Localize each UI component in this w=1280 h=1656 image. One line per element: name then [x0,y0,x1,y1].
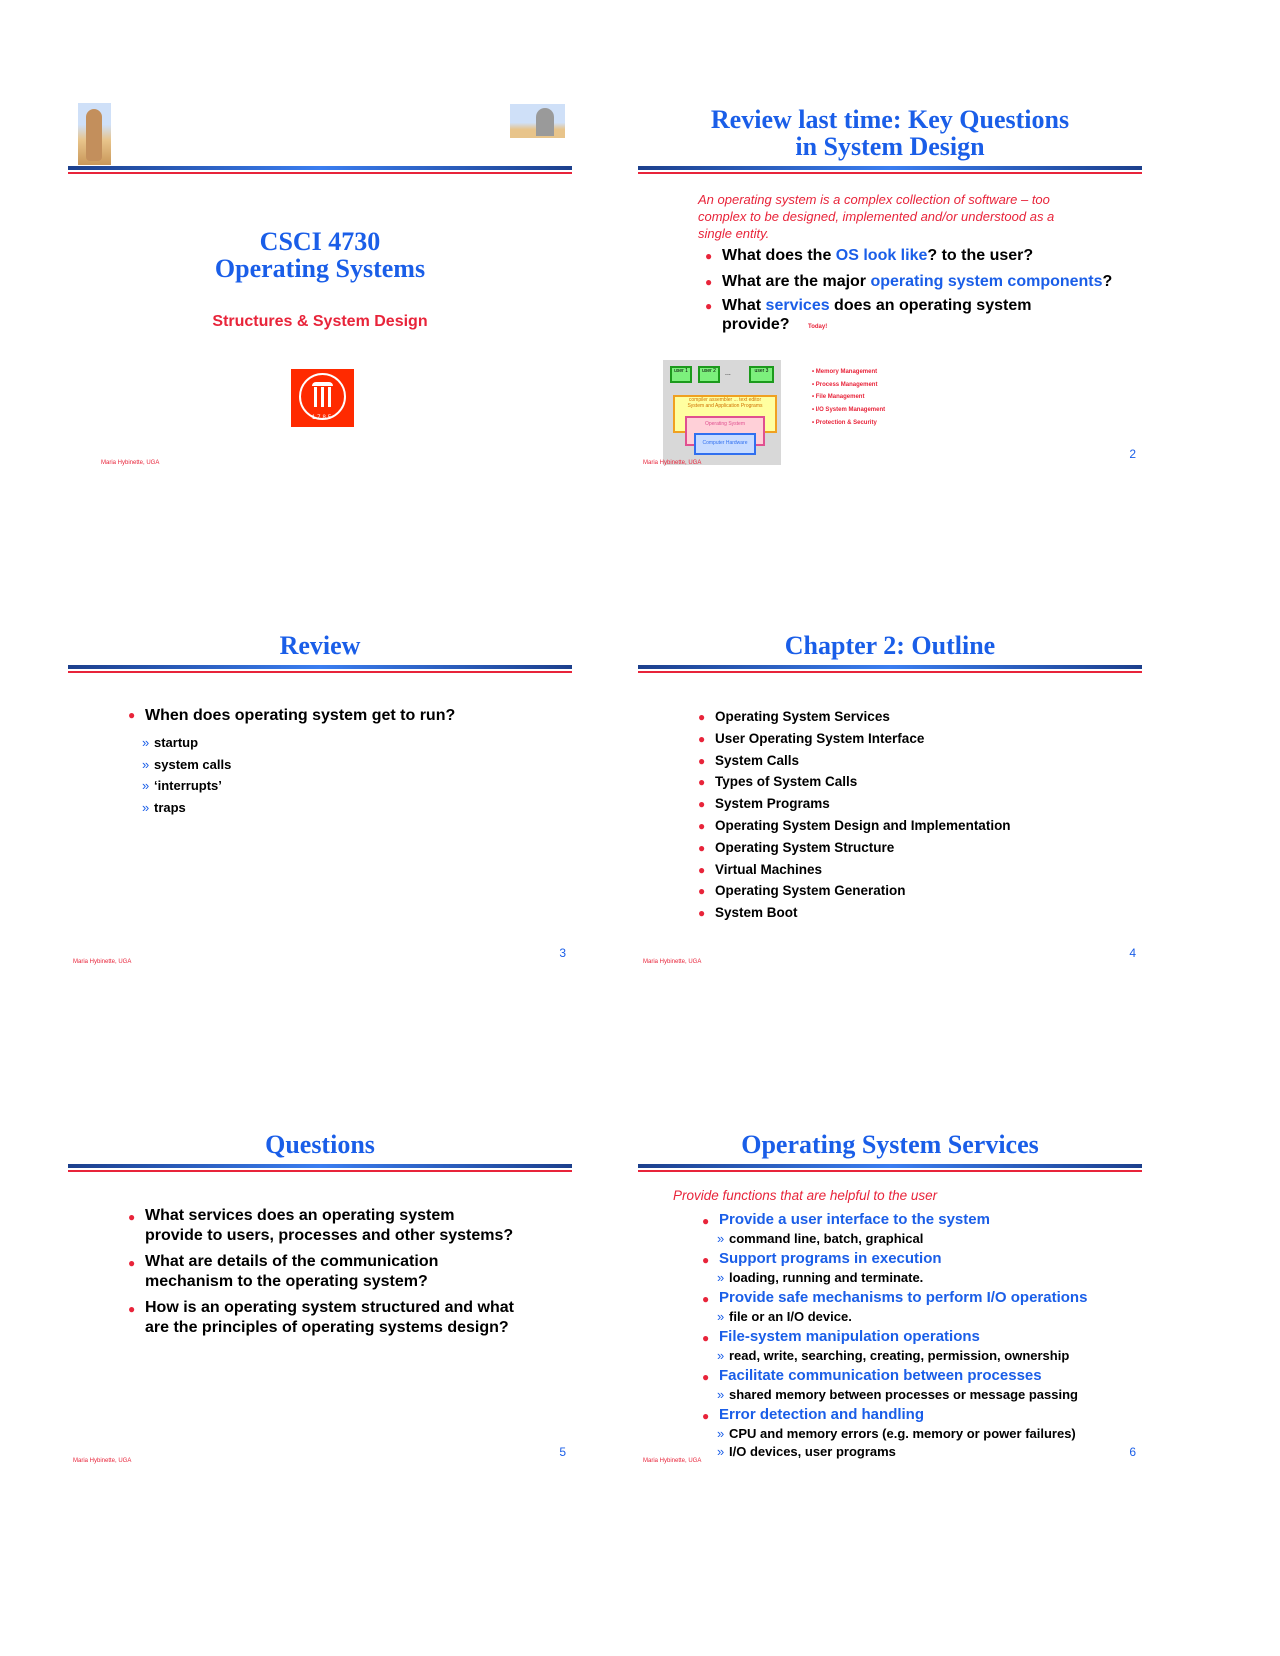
sub-item: » startup [132,732,231,754]
sub-item: » command line, batch, graphical [707,1230,1127,1249]
slide-title: Operating System Services [741,1130,1039,1159]
list-item: ● System Programs [715,793,1011,815]
question-list [145,707,455,730]
intro-text: An operating system is a complex collection of software – too complex to be designed, implemented and/or understood as a single entity. [698,192,1055,241]
title-rule [638,1164,1142,1172]
dinosaur-image-right [510,104,565,138]
course-subtitle: Operating Systems [214,254,426,283]
footer: Maria Hybinette, UGA [73,1458,132,1464]
uga-logo: 1785 [291,369,354,427]
sub-item: » CPU and memory errors (e.g. memory or power failures) [707,1425,1127,1444]
sub-item: » I/O devices, user programs [707,1443,1127,1462]
list-item: ● What services does an operating system provide to users, processes and other systems? [145,1206,515,1246]
list-item: ● Types of System Calls [715,771,1011,793]
slide-4 [638,499,1142,999]
footer: Maria Hybinette, UGA [643,460,702,466]
sub-item: » system calls [132,754,231,776]
slide-title: Chapter 2: Outline [784,631,996,660]
list-item: ● What does the OS look like? to the user? [722,246,1122,265]
slide-2 [638,0,1142,500]
sub-item: » file or an I/O device. [707,1308,1127,1327]
outline-list [715,706,1011,924]
question-list [145,1206,515,1338]
topic: Structures & System Design [212,313,428,330]
list-item: ● System Boot [715,902,1011,924]
service-item: ● Error detection and handling [719,1406,1139,1425]
question-list [722,246,1122,334]
service-item: ● Provide a user interface to the system [719,1211,1139,1230]
list-item: ● Operating System Structure [715,837,1011,859]
today-note: Today! [808,324,828,330]
sub-item: » read, write, searching, creating, permission, ownership [707,1347,1127,1366]
service-item: ● Support programs in execution [719,1250,1139,1269]
course-title: CSCI 4730 [259,227,381,256]
list-item: ● Operating System Generation [715,880,1011,902]
list-item: ● What services does an operating system provide? Today! [722,296,1062,334]
list-item: ● User Operating System Interface [715,728,1011,750]
slide-title-line1: Review last time: Key Questions [710,105,1070,134]
service-item: ● Facilitate communication between processes [719,1367,1139,1386]
service-item: ● Provide safe mechanisms to perform I/O operations [719,1289,1139,1308]
os-layers-diagram: user 1 user 2 ... user 3 compiler assembler ... text editor System and Application Programs Operating System Computer Hardware [663,360,781,465]
slide-title-line2: in System Design [795,132,985,161]
page-number: 6 [1129,1445,1136,1459]
sub-item: » loading, running and terminate. [707,1269,1127,1288]
slide-5 [68,998,572,1498]
intro-text: Provide functions that are helpful to the user [673,1188,938,1203]
dinosaur-image-left [78,103,111,165]
components-list: • Memory Management • Process Management • File Management • I/O System Management • Protection & Security [812,369,886,426]
page-number: 2 [1129,447,1136,461]
list-item: ● Operating System Services [715,706,1011,728]
slide-3 [68,499,572,999]
slide-1 [68,0,572,500]
sub-item: » shared memory between processes or message passing [707,1386,1127,1405]
list-item: ● What are details of the communication mechanism to the operating system? [145,1252,515,1292]
footer: Maria Hybinette, UGA [643,1458,702,1464]
slide-title: Questions [265,1130,375,1159]
sub-list [132,732,231,818]
page-number: 3 [559,946,566,960]
list-item: ● How is an operating system structured and what are the principles of operating systems design? [145,1298,515,1338]
list-item: ● What are the major operating system components? [722,272,1122,291]
title-rule [68,166,572,174]
title-rule [638,665,1142,673]
page-number: 4 [1129,946,1136,960]
list-item: ● Virtual Machines [715,859,1011,881]
page-number: 5 [559,1445,566,1459]
slide-6 [638,998,1142,1498]
footer: Maria Hybinette, UGA [101,460,160,466]
title-rule [68,665,572,673]
service-item: ● File-system manipulation operations [719,1328,1139,1347]
sub-item: » traps [132,797,231,819]
footer: Maria Hybinette, UGA [73,959,132,965]
slide-title: Review [279,631,361,660]
footer: Maria Hybinette, UGA [643,959,702,965]
title-rule [638,166,1142,174]
title-rule [68,1164,572,1172]
list-item: ● When does operating system get to run? [145,707,455,725]
list-item: ● Operating System Design and Implementation [715,815,1011,837]
sub-item: » ‘interrupts’ [132,775,231,797]
services-list [719,1211,1139,1462]
list-item: ● System Calls [715,750,1011,772]
